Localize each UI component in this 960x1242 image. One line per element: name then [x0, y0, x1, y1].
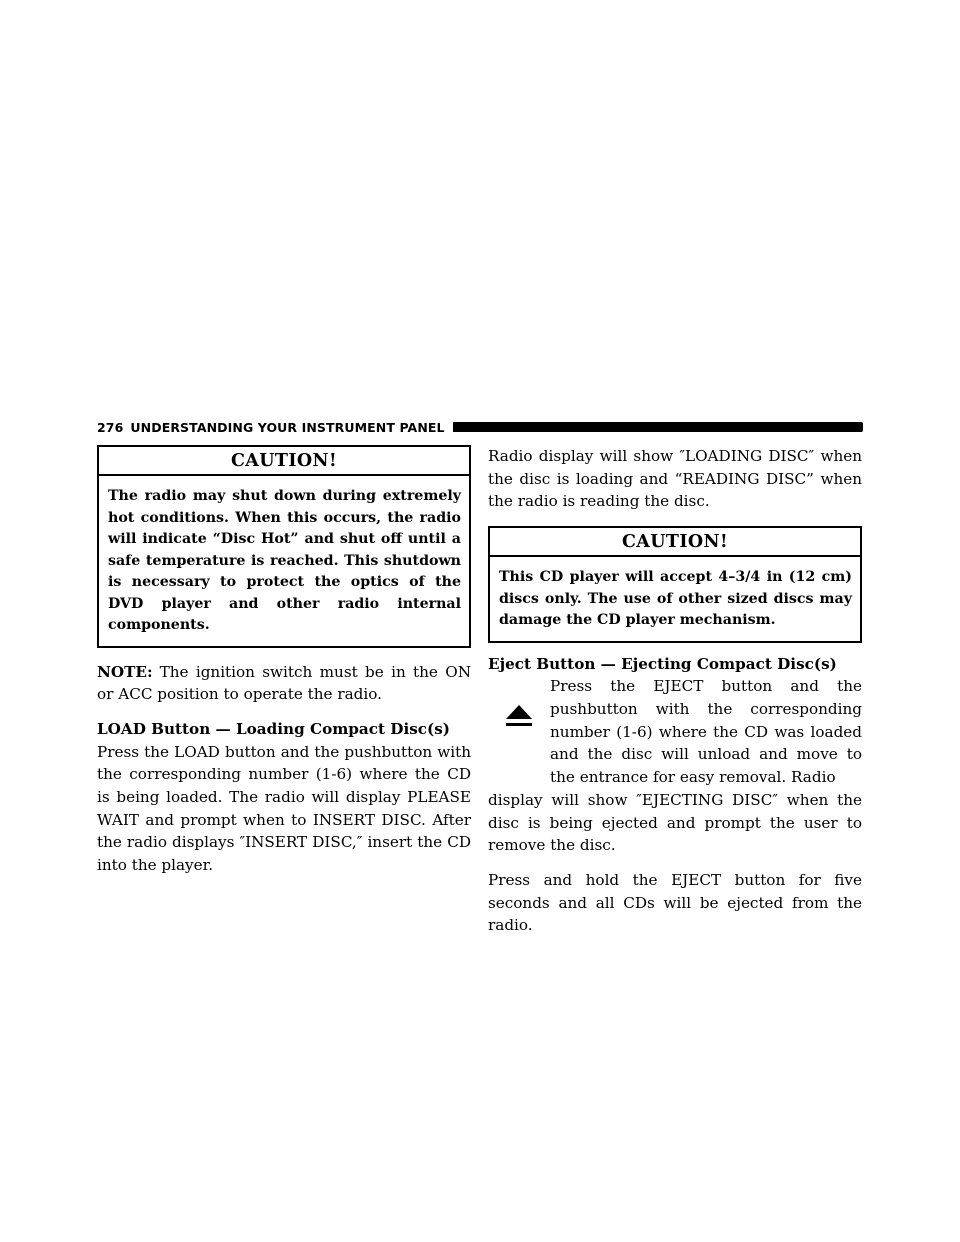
eject-text-indented: Press the EJECT button and the pushbutton with the corresponding number (1-6) where the CD was loaded and the disc will unload and move to the entrance for easy removal. Radio	[550, 677, 862, 787]
caution-title: CAUTION!	[99, 447, 469, 476]
page-header	[97, 418, 863, 436]
left-column	[97, 445, 471, 877]
caution-body: This CD player will accept 4–3/4 in (12 cm) discs only. The use of other sized discs may damage the CD player mechanism.	[499, 569, 852, 629]
right-column	[488, 445, 862, 937]
note-paragraph	[97, 661, 471, 706]
caution-box-disc-hot	[97, 445, 471, 648]
loading-disc-text: Radio display will show ″LOADING DISC″ when the disc is loading and “READING DISC” when the radio is reading the disc.	[488, 447, 862, 511]
eject-hold-text: Press and hold the EJECT button for five seconds and all CDs will be ejected from the radio.	[488, 870, 862, 935]
page-number: 276	[97, 419, 124, 435]
caution-body: The radio may shut down during extremely hot conditions. When this occurs, the radio will indicate “Disc Hot” and shut off until a safe temperature is reached. This shutdown is necessary to protect the optics of the DVD player and other radio internal components.	[108, 488, 461, 633]
caution-box-disc-size	[488, 526, 862, 643]
eject-section	[488, 675, 862, 857]
section-title: UNDERSTANDING YOUR INSTRUMENT PANEL	[130, 419, 445, 435]
note-text: The ignition switch must be in the ON or ACC position to operate the radio.	[97, 662, 471, 704]
header-rule	[453, 422, 863, 432]
load-button-heading: LOAD Button — Loading Compact Disc(s)	[97, 719, 450, 738]
note-label: NOTE:	[97, 662, 153, 681]
eject-icon	[506, 705, 532, 727]
eject-button-heading: Eject Button — Ejecting Compact Disc(s)	[488, 654, 837, 673]
load-button-text: Press the LOAD button and the pushbutton with the corresponding number (1-6) where the CD is being loaded. The radio will display PLEASE WAIT and prompt when to INSERT DISC. After the radio displays ″INSERT DISC,″ insert the CD into the player.	[97, 742, 471, 875]
caution-title: CAUTION!	[490, 528, 860, 557]
eject-text-full: display will show ″EJECTING DISC″ when the disc is being ejected and prompt the user to remove the disc.	[488, 790, 862, 855]
